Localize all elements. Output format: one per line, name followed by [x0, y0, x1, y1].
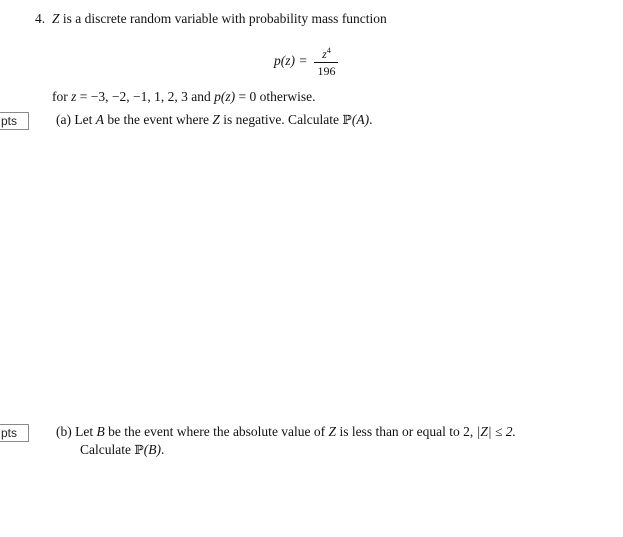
pmf-numerator — [320, 44, 333, 61]
domain-values: = −3, −2, −1, 1, 2, 3 — [79, 89, 188, 104]
part-a-label: (a) — [56, 112, 71, 127]
part-a-prob-symbol: ℙ — [342, 112, 352, 127]
part-a-event: A — [95, 112, 104, 127]
domain-otherwise-tail: = 0 otherwise. — [238, 89, 316, 104]
pmf-denominator: 196 — [317, 64, 336, 78]
points-box-part-b[interactable]: pts — [0, 424, 29, 442]
domain-otherwise-expr: p(z) — [214, 89, 236, 104]
points-box-part-a[interactable]: pts — [0, 112, 29, 130]
part-b-text-pre: Let — [75, 424, 94, 439]
part-b-question-line2 — [80, 442, 164, 458]
domain-for: for — [52, 89, 68, 104]
pmf-domain — [52, 89, 315, 105]
part-a-text-pre: Let — [74, 112, 93, 127]
variable-z: Z — [52, 11, 60, 26]
part-b-text-post: is less than or equal to 2, — [339, 424, 474, 439]
pmf-fraction — [314, 44, 338, 78]
pmf-equation — [274, 44, 338, 78]
domain-and: and — [191, 89, 211, 104]
part-b-event: B — [96, 424, 105, 439]
part-a-var: Z — [212, 112, 220, 127]
part-a-prob-arg: (A) — [351, 112, 370, 127]
part-b-text-mid: be the event where the absolute value of — [108, 424, 326, 439]
pmf-numerator-exponent: 4 — [326, 46, 331, 55]
part-b-label: (b) — [56, 424, 72, 439]
part-a-text-mid: be the event where — [107, 112, 209, 127]
pmf-lhs: p(z) = — [274, 53, 308, 68]
fraction-bar — [314, 62, 338, 63]
part-a-question — [56, 112, 372, 128]
problem-number: 4. — [35, 11, 46, 26]
part-b-prob-arg: (B) — [143, 442, 162, 457]
domain-var: z — [71, 89, 77, 104]
part-b-line2-pre: Calculate — [80, 442, 131, 457]
part-b-prob-symbol: ℙ — [134, 442, 144, 457]
part-b-var: Z — [328, 424, 337, 439]
pmf-numerator-base: z — [322, 47, 327, 61]
part-b-end: . — [161, 442, 165, 457]
intro-text: is a discrete random variable with probability mass function — [62, 11, 387, 26]
part-a-end: . — [369, 112, 373, 127]
problem-intro — [52, 11, 387, 27]
part-a-text-post: is negative. Calculate — [223, 112, 340, 127]
part-b-question — [56, 424, 516, 440]
part-b-abs-expr: |Z| ≤ 2. — [476, 424, 516, 439]
